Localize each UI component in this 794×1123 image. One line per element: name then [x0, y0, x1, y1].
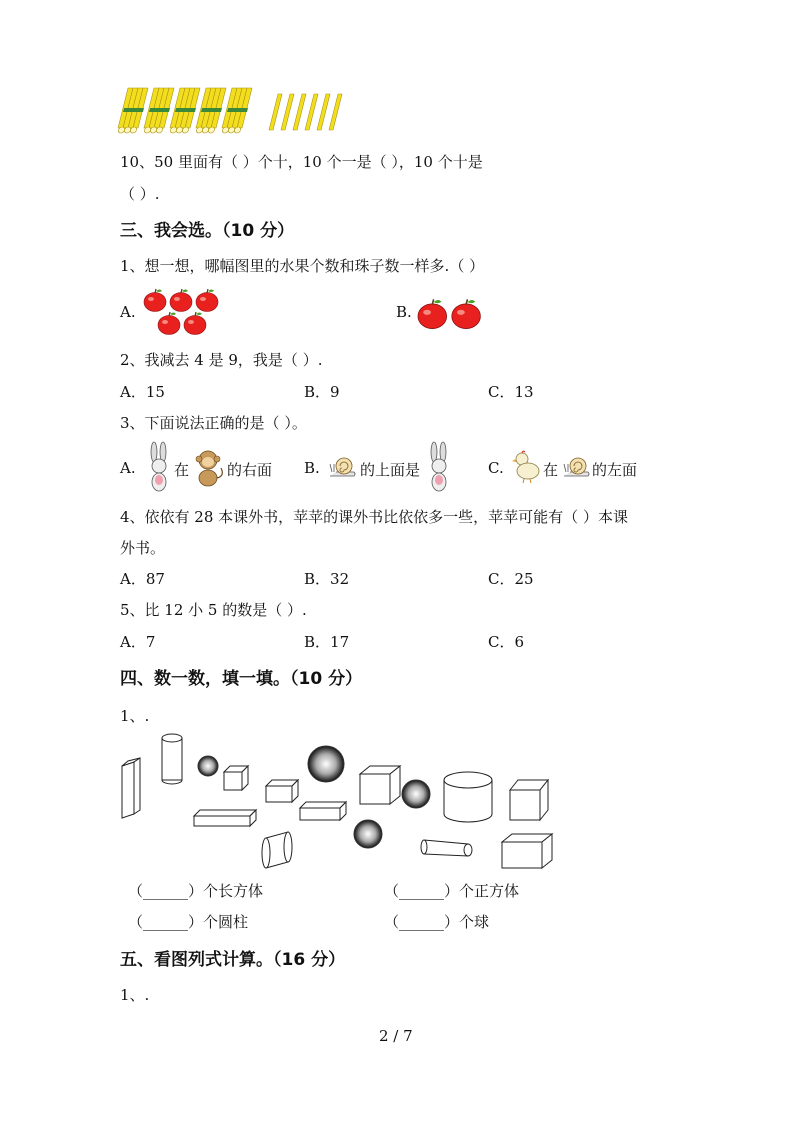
- q10-line1: 10、50 里面有（ ）个十，10 个一是（ ），10 个十是: [120, 153, 483, 171]
- s3-q4-option-c: C．25: [488, 570, 534, 588]
- s3-q2-option-c: C．13: [488, 383, 534, 401]
- cuboid-shape: [300, 802, 346, 820]
- s3-q2-text: 2、我减去 4 是 9，我是（ ）.: [120, 351, 323, 369]
- section-4-title: 四、数一数，填一填。（10 分）: [120, 669, 363, 689]
- snail-icon: [562, 456, 592, 480]
- s3-q1-option-b: B.: [396, 303, 412, 321]
- cylinder-shape: [162, 734, 182, 784]
- s3-q3-b-label: B.: [304, 459, 320, 477]
- sphere-shape: [308, 746, 344, 782]
- blank-cube-count: （______）个正方体: [384, 882, 520, 900]
- s3-q3-a-end: 的右面: [227, 461, 273, 479]
- s3-q3-b-mid: 的上面是: [360, 461, 421, 479]
- s3-q1-option-a: A.: [120, 303, 136, 321]
- apple-icon: [196, 289, 218, 312]
- s3-q3-c-label: C.: [488, 459, 504, 477]
- cylinder-shape: [421, 840, 472, 856]
- s3-q3-c-mid: 在: [543, 461, 559, 479]
- s5-q1-label: 1、.: [120, 986, 150, 1004]
- apple-icon: [144, 289, 166, 312]
- cuboid-shape: [502, 834, 552, 868]
- rabbit-icon: [146, 442, 172, 492]
- apple-icon: [452, 299, 481, 328]
- s3-q3-a-mid: 在: [174, 461, 190, 479]
- cylinder-shape: [262, 832, 292, 868]
- s3-q2-option-b: B．9: [304, 383, 340, 401]
- apple-icon: [158, 312, 180, 335]
- blank-cuboid-count: （______）个长方体: [128, 882, 264, 900]
- section-3-title: 三、我会选。（10 分）: [120, 221, 295, 241]
- apples-five-illustration: [142, 288, 232, 336]
- s3-q2-option-a: A．15: [120, 383, 165, 401]
- s3-q4-line1: 4、依依有 28 本课外书，苹苹的课外书比依依多一些，苹苹可能有（ ）本课: [120, 508, 628, 526]
- apple-icon: [418, 299, 447, 328]
- s3-q3-text: 3、下面说法正确的是（ ）。: [120, 414, 307, 432]
- cuboid-shape: [194, 810, 256, 826]
- page-number: 2 / 7: [379, 1027, 413, 1045]
- s3-q3-a-label: A.: [120, 459, 136, 477]
- s4-q1-label: 1、.: [120, 707, 150, 725]
- apple-icon: [170, 289, 192, 312]
- s3-q4-option-a: A．87: [120, 570, 165, 588]
- sphere-shape: [198, 756, 218, 776]
- snail-icon: [328, 456, 358, 480]
- s3-q5-option-c: C．6: [488, 633, 525, 651]
- stick-bundles-illustration: [120, 86, 360, 136]
- cube-shape: [224, 766, 248, 790]
- blank-sphere-count: （______）个球: [384, 913, 490, 931]
- cuboid-shape: [122, 758, 140, 818]
- cube-shape: [360, 766, 400, 804]
- cube-shape: [510, 780, 548, 820]
- chick-icon: [512, 450, 542, 484]
- q10-line2: （ ）.: [120, 185, 160, 203]
- cuboid-shape: [266, 780, 298, 802]
- rabbit-icon: [426, 442, 452, 492]
- s3-q4-option-b: B．32: [304, 570, 350, 588]
- single-sticks-icon: [269, 94, 342, 130]
- s3-q4-line2: 外书。: [120, 539, 166, 557]
- cylinder-shape: [444, 772, 492, 822]
- section-5-title: 五、看图列式计算。（16 分）: [120, 950, 346, 970]
- s3-q5-text: 5、比 12 小 5 的数是（ ）.: [120, 601, 307, 619]
- blank-cylinder-count: （______）个圆柱: [128, 913, 249, 931]
- s3-q5-option-b: B．17: [304, 633, 350, 651]
- s3-q5-option-a: A．7: [120, 633, 156, 651]
- apple-icon: [184, 312, 206, 335]
- monkey-icon: [193, 448, 225, 488]
- solid-shapes-illustration: [118, 730, 558, 880]
- s3-q1-text: 1、想一想，哪幅图里的水果个数和珠子数一样多.（ ）: [120, 257, 485, 275]
- sphere-shape: [354, 820, 382, 848]
- stick-bundle-icon: [221, 88, 253, 133]
- apples-two-illustration: [418, 298, 488, 328]
- s3-q3-c-end: 的左面: [592, 461, 638, 479]
- sphere-shape: [402, 780, 430, 808]
